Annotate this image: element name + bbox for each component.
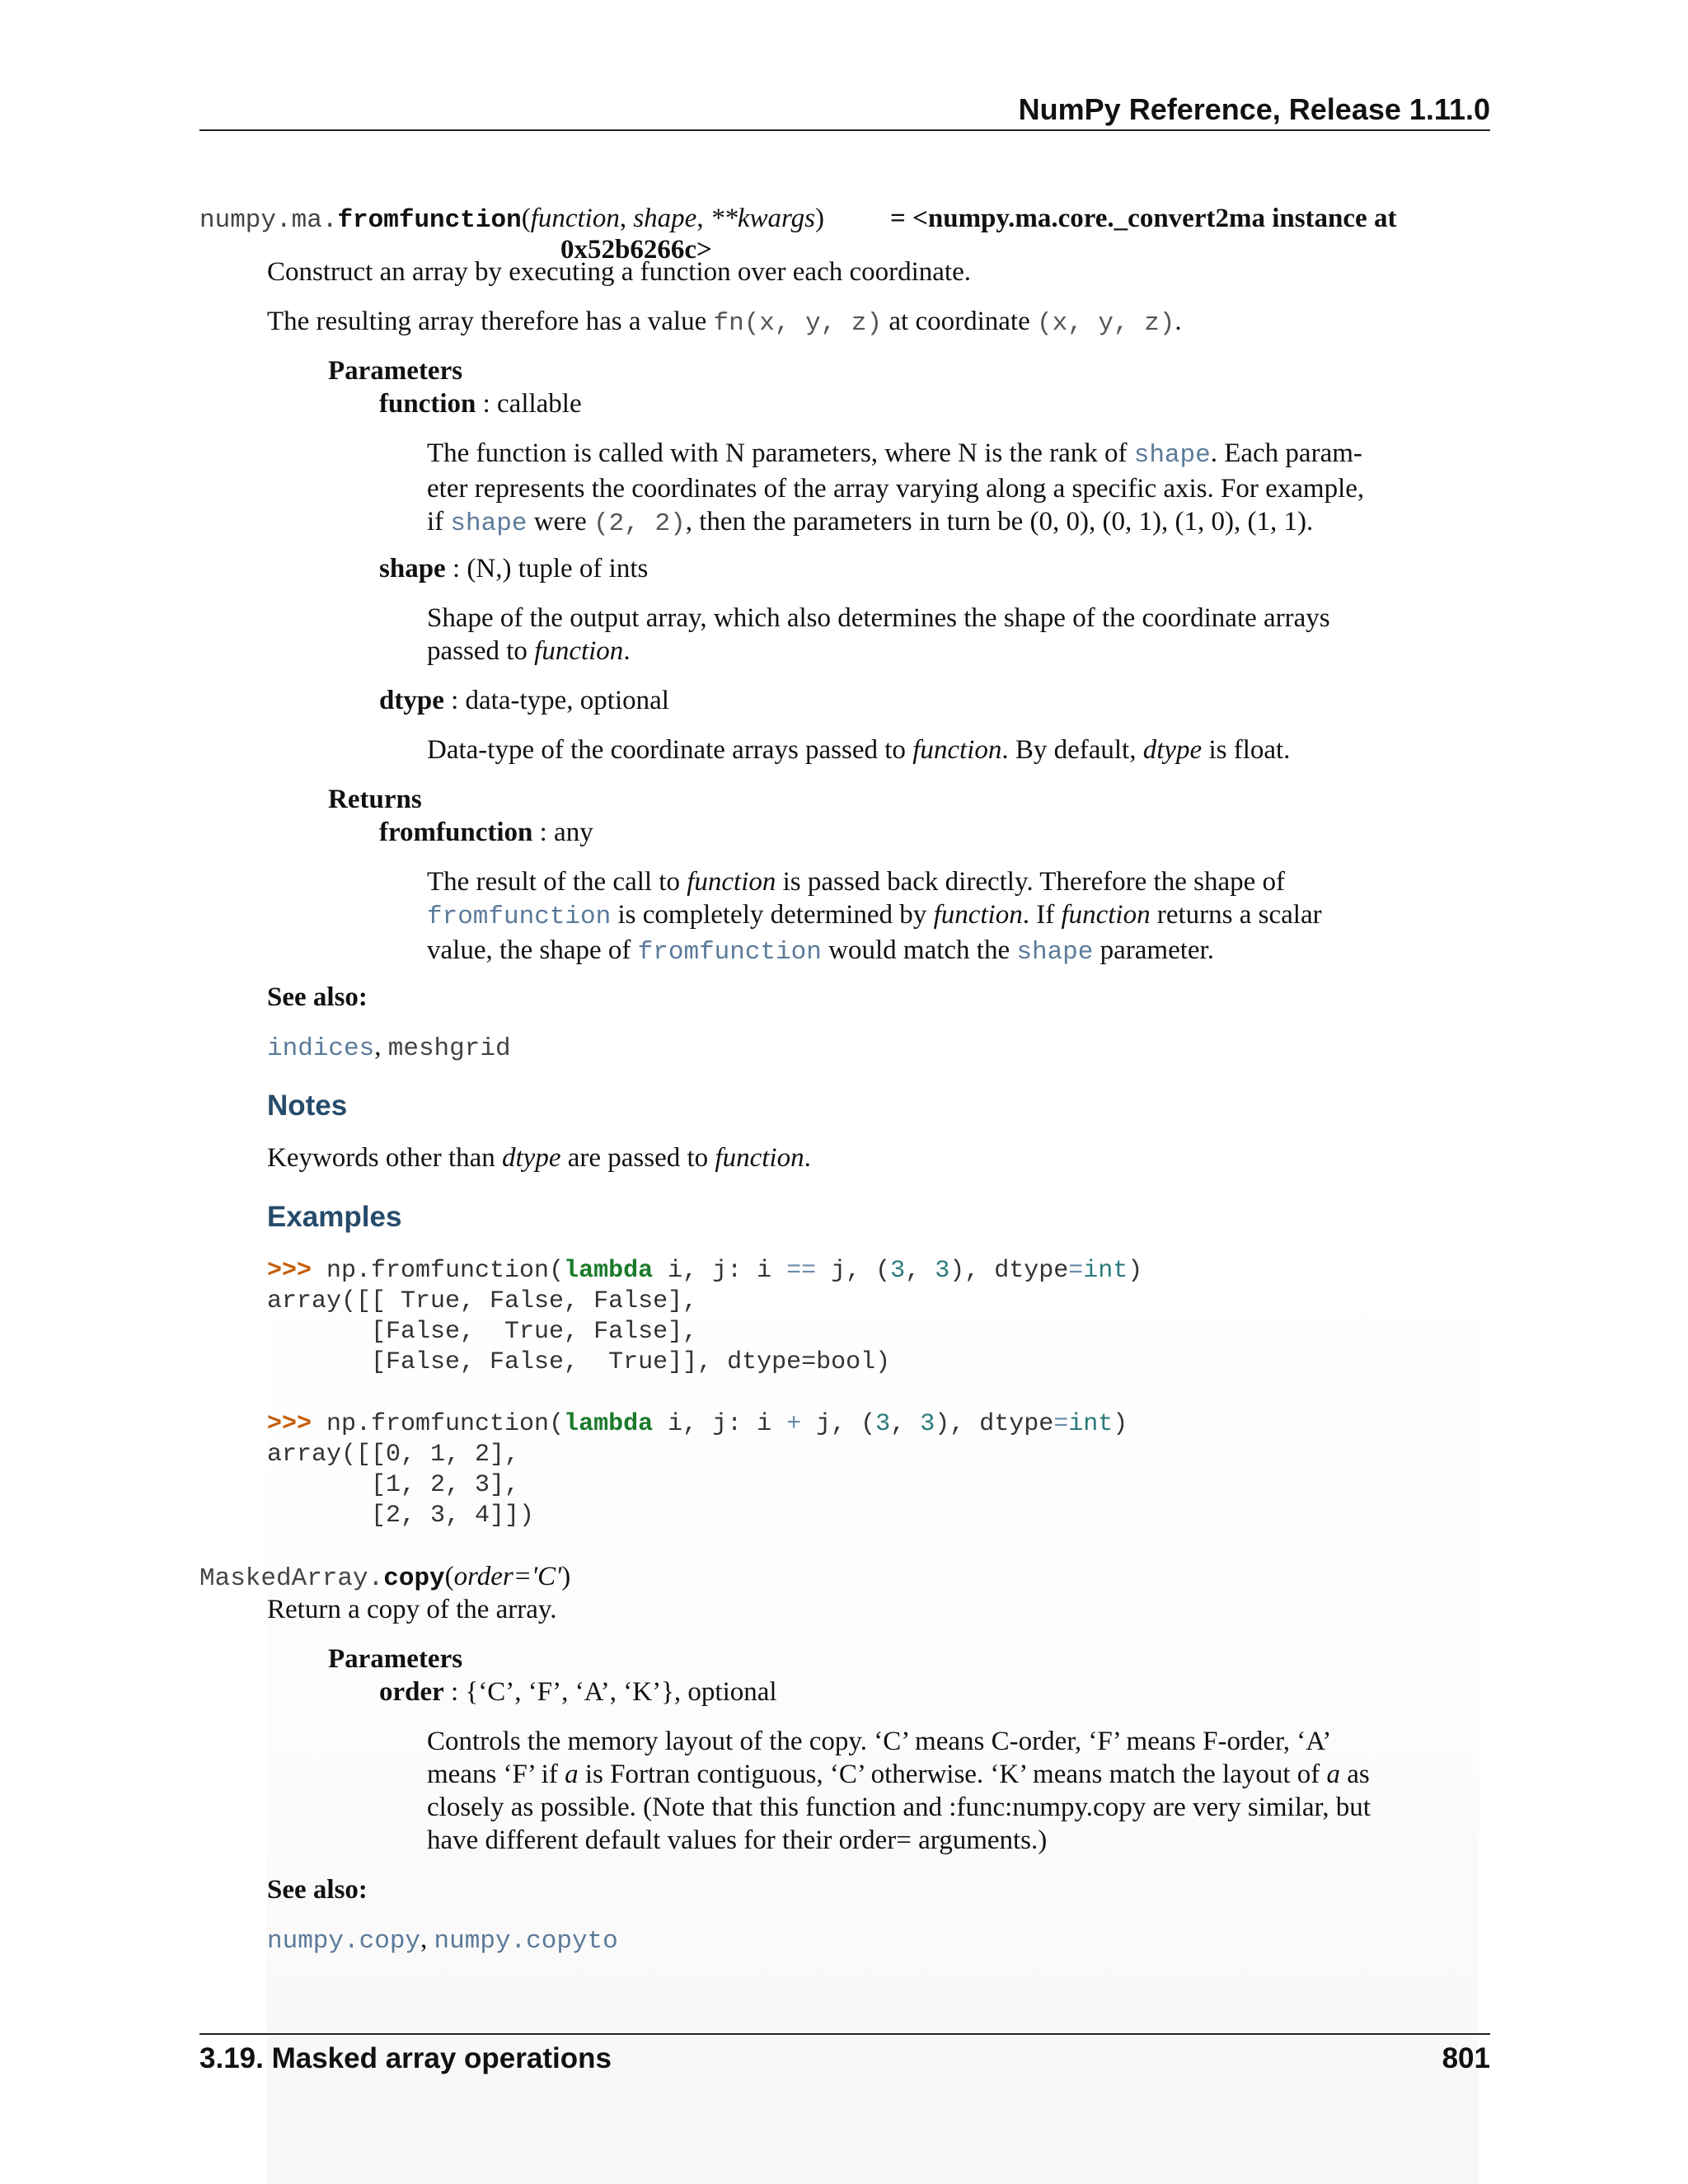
fromfunction-link[interactable]: fromfunction xyxy=(637,938,822,967)
numpy-copy-link[interactable]: numpy.copy xyxy=(267,1927,421,1956)
footer-section: 3.19. Masked array operations xyxy=(199,2042,612,2074)
indices-link[interactable]: indices xyxy=(267,1034,375,1063)
func1-param-shape: shape : (N,) tuple of ints xyxy=(379,554,649,583)
func1-name: fromfunction xyxy=(337,206,522,235)
func2-params-heading: Parameters xyxy=(328,1644,463,1674)
func1-assign-line1: = <numpy.ma.core._convert2ma instance at xyxy=(890,204,1397,233)
numpy-copyto-link[interactable]: numpy.copyto xyxy=(434,1927,618,1956)
shape-link[interactable]: shape xyxy=(1016,938,1094,967)
func1-param-dtype-desc: Data-type of the coordinate arrays passed to function. By default, dtype is float. xyxy=(427,735,1291,765)
func1-params-heading: Parameters xyxy=(328,356,463,386)
meshgrid-ref: meshgrid xyxy=(387,1034,511,1063)
func1-param-function-desc: The function is called with N parameters, where N is the rank of shape. Each param- eter represents the coordinates of the array varying along a specific axis. For example, if shape were (2, 2), then the parameters in turn be (0, 0), (0, 1), (1, 0), (1, 1). xyxy=(427,438,1365,538)
func1-arg-function: function xyxy=(530,204,620,233)
shape-link[interactable]: shape xyxy=(1133,441,1211,470)
func1-param-shape-desc: Shape of the output array, which also determines the shape of the coordinate arrays passed to function. xyxy=(427,603,1330,666)
notes-heading: Notes xyxy=(267,1090,348,1122)
page-number: 801 xyxy=(1442,2042,1490,2074)
func1-arg-kwargs: **kwargs xyxy=(710,204,815,233)
func1-assign-line2: 0x52b6266c> xyxy=(560,235,712,265)
examples-heading: Examples xyxy=(267,1201,402,1233)
running-header: NumPy Reference, Release 1.11.0 xyxy=(1018,92,1490,126)
func1-see-also-links: indices, meshgrid xyxy=(267,1032,511,1063)
func2-signature: MaskedArray.copy(order='C') xyxy=(199,1562,571,1593)
func1-signature: numpy.ma.fromfunction(function, shape, **kwargs) xyxy=(199,204,824,235)
func1-result-text: The resulting array therefore has a value fn(x, y, z) at coordinate (x, y, z). xyxy=(267,307,1182,338)
func2-see-also-links: numpy.copy, numpy.copyto xyxy=(267,1924,618,1956)
func1-module: numpy.ma. xyxy=(199,206,338,235)
footer-rule xyxy=(199,2033,1490,2035)
func1-see-also-heading: See also: xyxy=(267,982,368,1012)
func1-arg-shape: shape xyxy=(633,204,697,233)
func2-summary: Return a copy of the array. xyxy=(267,1595,557,1624)
header-rule xyxy=(199,129,1490,131)
func1-return-desc: The result of the call to function is passed back directly. Therefore the shape of fromfunction is completely determined by function. If function returns a scalar value, the shape of fromfunction would match the shape parameter. xyxy=(427,867,1322,967)
func2-param-order-desc: Controls the memory layout of the copy. ‘C’ means C-order, ‘F’ means F-order, ‘A’ means ‘F’ if a is Fortran contiguous, ‘C’ otherwise. ‘K’ means match the layout of a as closely as possible. (Note that this function and :func:numpy.copy are very similar, but have different default values for their order= arguments.) xyxy=(427,1727,1371,1855)
func1-param-dtype: dtype : data-type, optional xyxy=(379,686,669,715)
func1-summary: Construct an array by executing a function over each coordinate. xyxy=(267,257,971,287)
example-code-2: >>> np.fromfunction(lambda i, j: i + j, (3, 3), dtype=int) array([[0, 1, 2], [1, 2, 3], [2, 3, 4]]) xyxy=(267,1410,1128,1530)
func1-returns-heading: Returns xyxy=(328,785,422,814)
shape-link[interactable]: shape xyxy=(450,509,528,538)
example-code-1: >>> np.fromfunction(lambda i, j: i == j, (3, 3), dtype=int) array([[ True, False, False], [False, True, False], [False, False, True]], dtype=bool) xyxy=(267,1257,1143,1376)
func2-module: MaskedArray. xyxy=(199,1564,384,1593)
func1-param-function: function : callable xyxy=(379,389,582,419)
fromfunction-link[interactable]: fromfunction xyxy=(427,902,612,931)
notes-text: Keywords other than dtype are passed to function. xyxy=(267,1143,811,1173)
func1-return-value: fromfunction : any xyxy=(379,818,593,847)
func2-name: copy xyxy=(383,1564,445,1593)
func2-see-also-heading: See also: xyxy=(267,1875,368,1905)
func2-arg-order: order='C' xyxy=(453,1562,562,1591)
func2-param-order: order : {‘C’, ‘F’, ‘A’, ‘K’}, optional xyxy=(379,1677,777,1707)
